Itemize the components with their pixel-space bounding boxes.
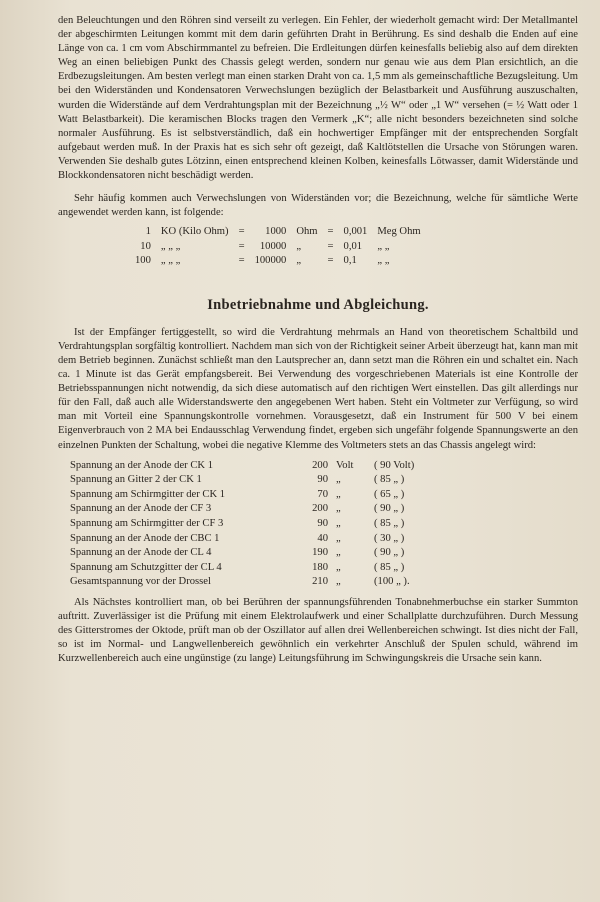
table-row — [66, 473, 458, 488]
voltage-value: 210 — [312, 576, 328, 588]
voltage-value: 190 — [312, 547, 328, 559]
resistor-qty: 10 — [140, 240, 151, 252]
voltage-value: 40 — [317, 532, 328, 544]
resistor-unit: „ „ „ — [160, 240, 181, 252]
resistor-qty: 100 — [135, 255, 151, 267]
resistor-notation-table — [130, 225, 426, 269]
equals-sign: = — [327, 240, 334, 252]
voltage-label: Gesamtspannung vor der Drossel — [70, 576, 211, 588]
equals-sign: = — [327, 255, 334, 267]
table-row — [130, 225, 426, 240]
megohm-unit: „ „ — [377, 255, 390, 267]
ohm-value: 1000 — [265, 226, 287, 238]
voltage-reference: (100 „ ). — [374, 576, 410, 588]
voltage-label: Spannung am Schutzgitter der CL 4 — [70, 561, 222, 573]
voltage-unit: „ — [336, 547, 341, 559]
ohm-unit: „ — [296, 255, 302, 267]
table-row — [130, 254, 426, 269]
megohm-value: 0,1 — [343, 255, 357, 267]
ohm-unit: Ohm — [296, 226, 318, 238]
voltage-reference: ( 85 „ ) — [374, 518, 405, 530]
voltage-label: Spannung am Schirmgitter der CF 3 — [70, 518, 224, 530]
voltage-reference: ( 85 „ ) — [374, 561, 405, 573]
table-row — [66, 459, 458, 474]
equals-sign: = — [238, 226, 245, 238]
voltage-unit: „ — [336, 532, 341, 544]
resistor-note-paragraph: Sehr häufig kommen auch Verwechslungen von Widerständen vor; die Bezeichnung, welche für sämtliche Werte angewendet werden kann, ist folgende: — [58, 193, 578, 219]
intro-paragraph: den Beleuchtungen und den Röhren sind verseilt zu verlegen. Ein Fehler, der wiederholt gemacht wird: Der Metallmantel der abgeschirmten Leitungen kommt mit dem darin geführten Draht in Berührung. Es sind deshalb die Enden auf eine Länge von ca. 1 cm vom Abschirmmantel zu befreien. Die Erdleitungen dürfen keinesfalls beliebig also auf dem direkten Weg an einen beliebigen Punkt des Chassis gelegt werden, sondern nur genau wie aus dem Plan ersichtlich, an die Erdbezugsleitungen. Am besten verlegt man einen starken Draht von ca. 1,5 mm als gemeinschaftliche Bezugsleitung. Um bei den Widerständen und Kondensatoren Verwechslungen bezüglich der Belastbarkeit und Ausführung auszuschalten, wurden die Widerstände auf dem Verdrahtungsplan mit der Bezeichnung „½ W“ oder „1 W“ versehen (= ½ Watt oder 1 Watt Belastbarkeit). Die keramischen Blocks tragen den Vermerk „K“; alle nicht besonders bezeichneten sind solche normaler Ausführung. Es ist selbstverständlich, daß ein hochwertiger Empfänger mit der entsprechenden Sorgfalt aufgebaut werden muß. In der Praxis hat es sich sehr oft gezeigt, daß Kaltlötstellen die Ursache von Störungen waren. Verwenden Sie deshalb gutes Lötzinn, einen entsprechend kleinen Kolben, keinesfalls Lötwasser, damit Widerstände und Blockkondensatoren nicht beschädigt werden. — [58, 15, 578, 182]
voltage-value: 200 — [312, 503, 328, 515]
closing-paragraph: Als Nächstes kontrolliert man, ob bei Berühren der spannungsführenden Tonabnehmerbuchse ein starker Summton auftritt. Zuverlässiger ist die Prüfung mit einem Elektrolaufwerk und einer Schallplatte durchzuführen. Durch Messung des Gitterstromes der Oktode, prüft man ob der Oszillator auf allen drei Wellenbereichen schwingt. Ist dies nicht der Fall, so ist im Normal- und Langwellenbereich gewöhnlich ein verkehrter Anschluß der Spulen schuld, während im Kurzwellenbereich auch eine ungünstige (zu lange) Leitungsführung im Schwingungskreis die Ursache sein kann. — [58, 597, 578, 665]
voltage-reference: ( 85 „ ) — [374, 474, 405, 486]
voltage-value: 180 — [312, 561, 328, 573]
equals-sign: = — [238, 255, 245, 267]
resistor-qty: 1 — [145, 226, 151, 238]
voltage-unit: „ — [336, 488, 341, 500]
table-row — [130, 240, 426, 255]
table-row — [66, 532, 458, 547]
table-row — [66, 488, 458, 503]
voltage-table — [66, 459, 458, 590]
voltage-unit: „ — [336, 474, 341, 486]
table-row — [66, 561, 458, 576]
voltage-unit: „ — [336, 503, 341, 515]
voltage-value: 200 — [312, 459, 328, 471]
voltage-unit: „ — [336, 576, 341, 588]
megohm-value: 0,001 — [343, 226, 368, 238]
commissioning-paragraph: Ist der Empfänger fertiggestellt, so wird die Verdrahtung mehrmals an Hand von theoretischem Schaltbild und Verdrahtungsplan sorgfältig kontrolliert. Nachdem man sich von der Richtigkeit seiner Arbeit überzeugt hat, kann man mit dem Betrieb beginnen. Zunächst schließt man den Lautsprecher an, dann setzt man die Röhren ein und schaltet ein. Nach ca. 1 Minute ist das Gerät empfangsbereit. Bei Verwendung des vorgeschriebenen Materials ist eine Kontrolle der Betriebsspannungen nicht notwendig, da sich diese automatisch auf den richtigen Wert einstellen. Das gilt allerdings nur für den Fall, daß auch alle Widerstandswerte den angegebenen Wert haben. Steht ein Voltmeter zur Verfügung, so wird man mit Vorteil eine Spannungskontrolle vornehmen. Vorausgesetzt, daß ein Instrument für 500 V bei einem Eigenverbrauch von 2 MA bei Endausschlag Verwendung findet, ergeben sich ungefähr folgende Spannungswerte an den einzelnen Punkten der Schaltung, wobei die negative Klemme des Voltmeters stets an das Chassis angelegt wird: — [58, 326, 578, 451]
table-row — [66, 546, 458, 561]
table-row — [66, 575, 458, 590]
voltage-label: Spannung an der Anode der CBC 1 — [70, 532, 220, 544]
table-row — [66, 502, 458, 517]
voltage-reference: ( 90 Volt) — [374, 459, 415, 471]
voltage-value: 90 — [317, 518, 328, 530]
resistor-unit: KO (Kilo Ohm) — [160, 226, 229, 238]
ohm-value: 100000 — [254, 255, 287, 267]
resistor-unit: „ „ „ — [160, 255, 181, 267]
voltage-reference: ( 65 „ ) — [374, 488, 405, 500]
voltage-unit: Volt — [336, 459, 354, 471]
megohm-unit: Meg Ohm — [377, 226, 421, 238]
table-row — [66, 517, 458, 532]
voltage-label: Spannung an der Anode der CF 3 — [70, 503, 212, 515]
voltage-value: 90 — [317, 474, 328, 486]
voltage-reference: ( 30 „ ) — [374, 532, 405, 544]
section-heading: Inbetriebnahme und Abgleichung. — [207, 296, 429, 313]
ohm-value: 10000 — [259, 240, 287, 252]
voltage-unit: „ — [336, 561, 341, 573]
voltage-label: Spannung an der Anode der CK 1 — [70, 459, 213, 471]
voltage-reference: ( 90 „ ) — [374, 503, 405, 515]
megohm-unit: „ „ — [377, 240, 390, 252]
megohm-value: 0,01 — [343, 240, 363, 252]
voltage-reference: ( 90 „ ) — [374, 547, 405, 559]
voltage-value: 70 — [317, 488, 328, 500]
voltage-unit: „ — [336, 518, 341, 530]
equals-sign: = — [327, 226, 334, 238]
voltage-label: Spannung an Gitter 2 der CK 1 — [70, 474, 202, 486]
voltage-label: Spannung am Schirmgitter der CK 1 — [70, 488, 226, 500]
voltage-label: Spannung an der Anode der CL 4 — [70, 547, 212, 559]
equals-sign: = — [238, 240, 245, 252]
ohm-unit: „ — [296, 240, 302, 252]
